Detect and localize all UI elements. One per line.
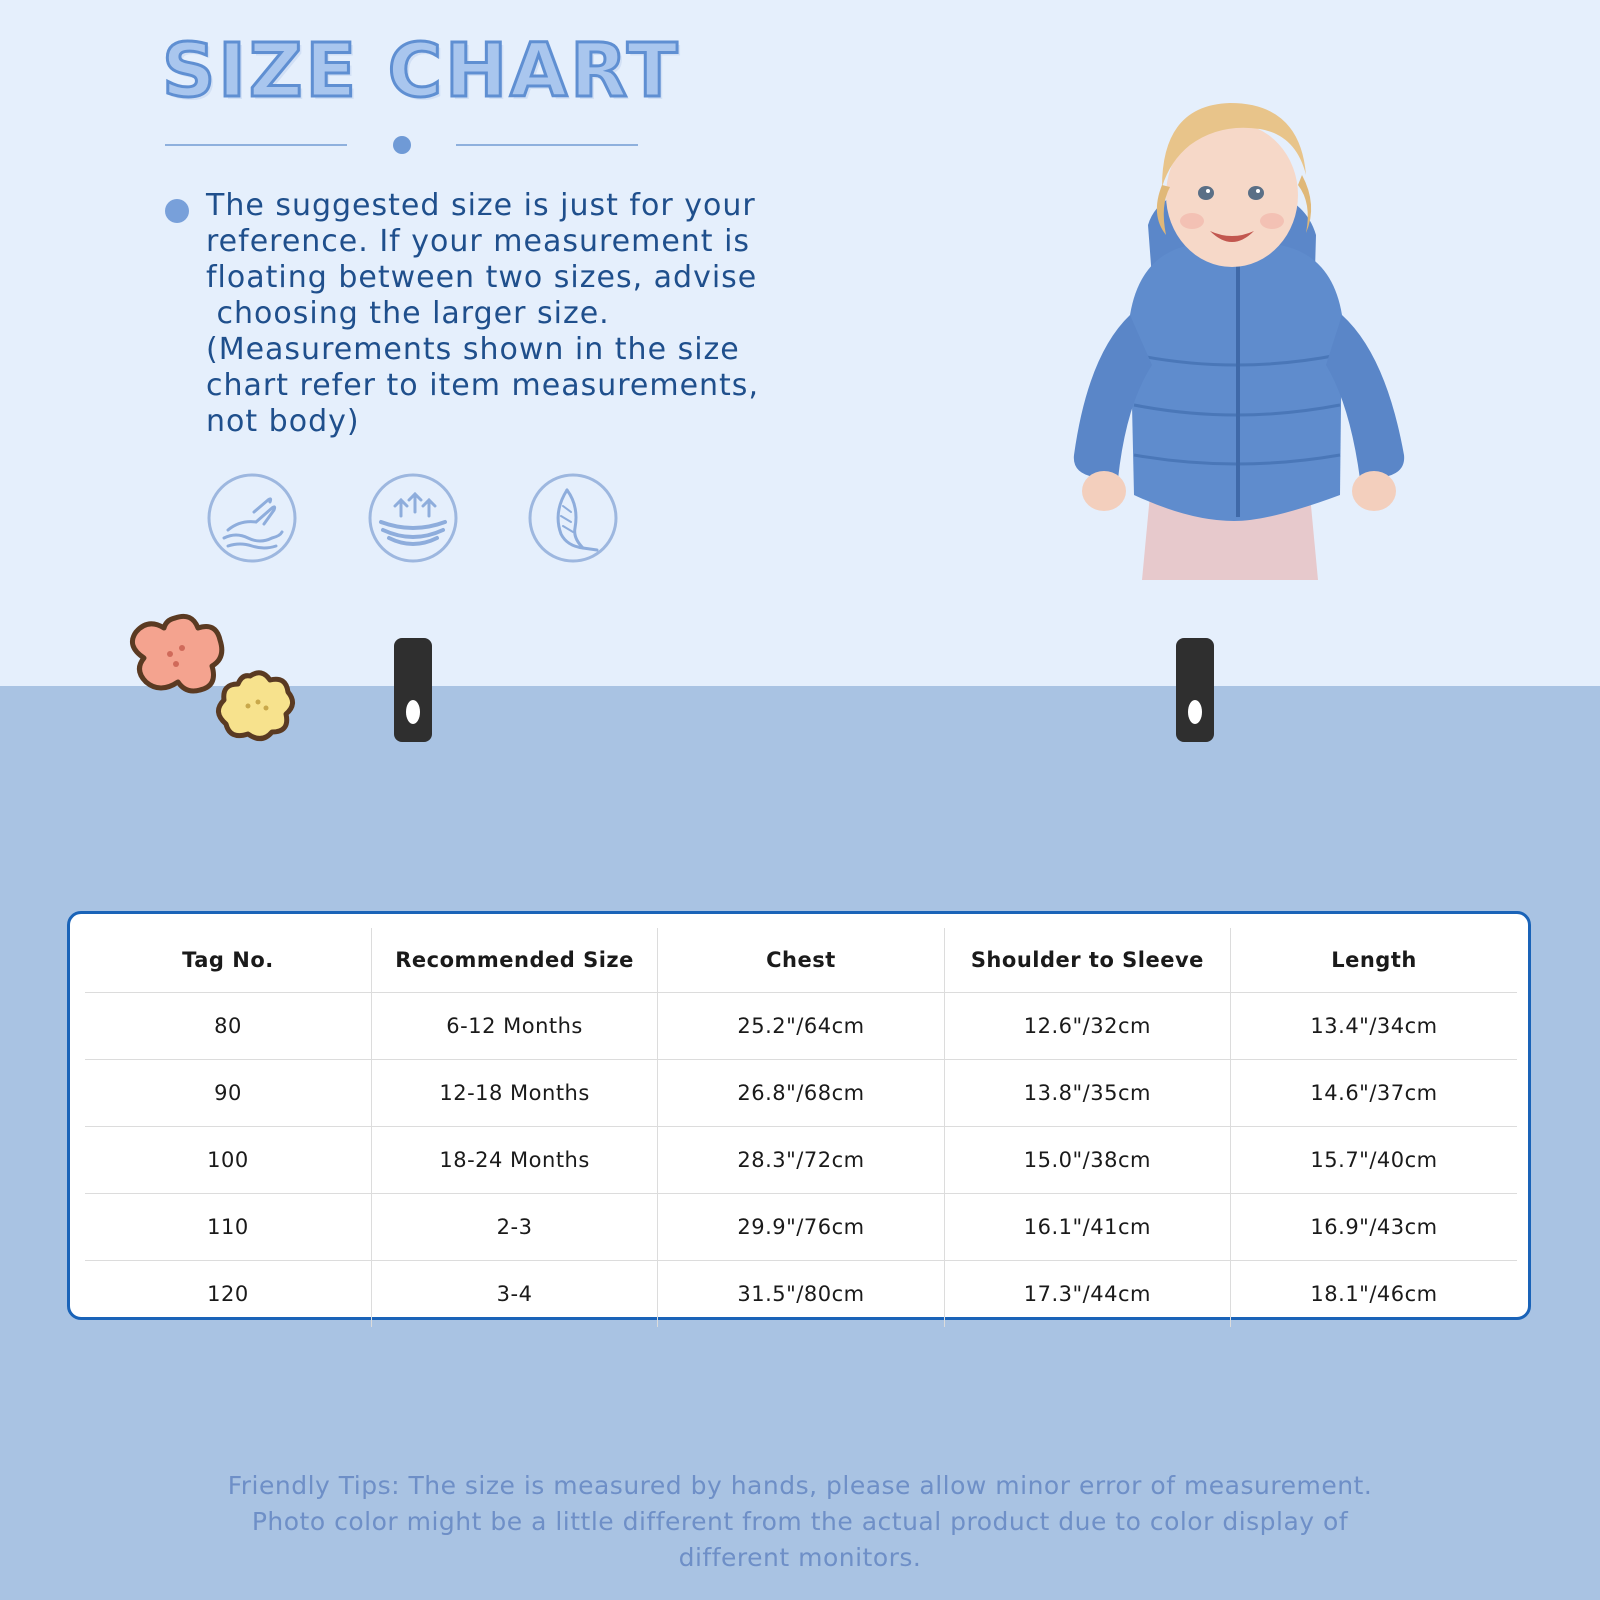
cell-tag-no: 100 <box>85 1127 371 1194</box>
breathable-warm-icon <box>367 472 459 564</box>
title-divider-right <box>456 144 638 146</box>
pink-flower-icon <box>132 616 221 691</box>
cell-tag-no: 110 <box>85 1194 371 1261</box>
cell-chest: 26.8"/68cm <box>658 1060 944 1127</box>
cell-recommended-size: 6-12 Months <box>371 993 657 1060</box>
size-note-line: choosing the larger size. <box>206 296 610 331</box>
size-note-line: chart refer to item measurements, <box>206 368 759 403</box>
friendly-tips <box>100 1468 1500 1576</box>
size-note-line: (Measurements shown in the size <box>206 332 740 367</box>
title-divider-dot <box>393 136 411 154</box>
table-row <box>85 1060 1517 1127</box>
cell-length: 14.6"/37cm <box>1231 1060 1517 1127</box>
table-row <box>85 1194 1517 1261</box>
binder-clip-icon <box>394 638 432 742</box>
cell-length: 16.9"/43cm <box>1231 1194 1517 1261</box>
hand-wash-icon <box>206 472 298 564</box>
toddler-jacket-photo <box>1070 75 1410 580</box>
table-row <box>85 993 1517 1060</box>
size-table <box>85 928 1517 1327</box>
size-note-line: The suggested size is just for your <box>206 188 756 223</box>
header-recommended-size: Recommended Size <box>371 928 657 993</box>
header-chest: Chest <box>658 928 944 993</box>
cell-shoulder-to-sleeve: 16.1"/41cm <box>944 1194 1230 1261</box>
header-shoulder-to-sleeve: Shoulder to Sleeve <box>944 928 1230 993</box>
table-row <box>85 1127 1517 1194</box>
flower-decoration <box>120 610 310 760</box>
tips-line: different monitors. <box>678 1543 922 1572</box>
cell-chest: 29.9"/76cm <box>658 1194 944 1261</box>
header-tag-no: Tag No. <box>85 928 371 993</box>
cell-length: 18.1"/46cm <box>1231 1261 1517 1328</box>
size-note-line: floating between two sizes, advise <box>206 260 758 295</box>
cell-shoulder-to-sleeve: 12.6"/32cm <box>944 993 1230 1060</box>
cell-shoulder-to-sleeve: 15.0"/38cm <box>944 1127 1230 1194</box>
clip-hole <box>1188 700 1202 724</box>
cell-recommended-size: 3-4 <box>371 1261 657 1328</box>
cell-length: 15.7"/40cm <box>1231 1127 1517 1194</box>
cell-length: 13.4"/34cm <box>1231 993 1517 1060</box>
table-header-row <box>85 928 1517 993</box>
cell-tag-no: 90 <box>85 1060 371 1127</box>
size-table-card <box>67 911 1531 1320</box>
feather-down-icon <box>527 472 619 564</box>
yellow-flower-icon <box>218 673 292 739</box>
tips-line: Photo color might be a little different from the actual product due to color display of <box>251 1507 1349 1536</box>
table-row <box>85 1261 1517 1328</box>
size-note <box>206 188 856 440</box>
cell-shoulder-to-sleeve: 17.3"/44cm <box>944 1261 1230 1328</box>
cell-recommended-size: 2-3 <box>371 1194 657 1261</box>
cell-recommended-size: 12-18 Months <box>371 1060 657 1127</box>
cell-tag-no: 80 <box>85 993 371 1060</box>
page-title: SIZE CHART <box>162 28 681 114</box>
title-divider-left <box>165 144 347 146</box>
cell-chest: 31.5"/80cm <box>658 1261 944 1328</box>
tips-line: Friendly Tips: The size is measured by hands, please allow minor error of measurement. <box>227 1471 1373 1500</box>
note-bullet-icon <box>165 199 189 223</box>
cell-chest: 28.3"/72cm <box>658 1127 944 1194</box>
binder-clip-icon <box>1176 638 1214 742</box>
size-note-line: reference. If your measurement is <box>206 224 751 259</box>
cell-chest: 25.2"/64cm <box>658 993 944 1060</box>
cell-tag-no: 120 <box>207 1282 249 1306</box>
cell-recommended-size: 18-24 Months <box>371 1127 657 1194</box>
header-length: Length <box>1231 928 1517 993</box>
cell-shoulder-to-sleeve: 13.8"/35cm <box>944 1060 1230 1127</box>
clip-hole <box>406 700 420 724</box>
size-note-line: not body) <box>206 404 360 439</box>
